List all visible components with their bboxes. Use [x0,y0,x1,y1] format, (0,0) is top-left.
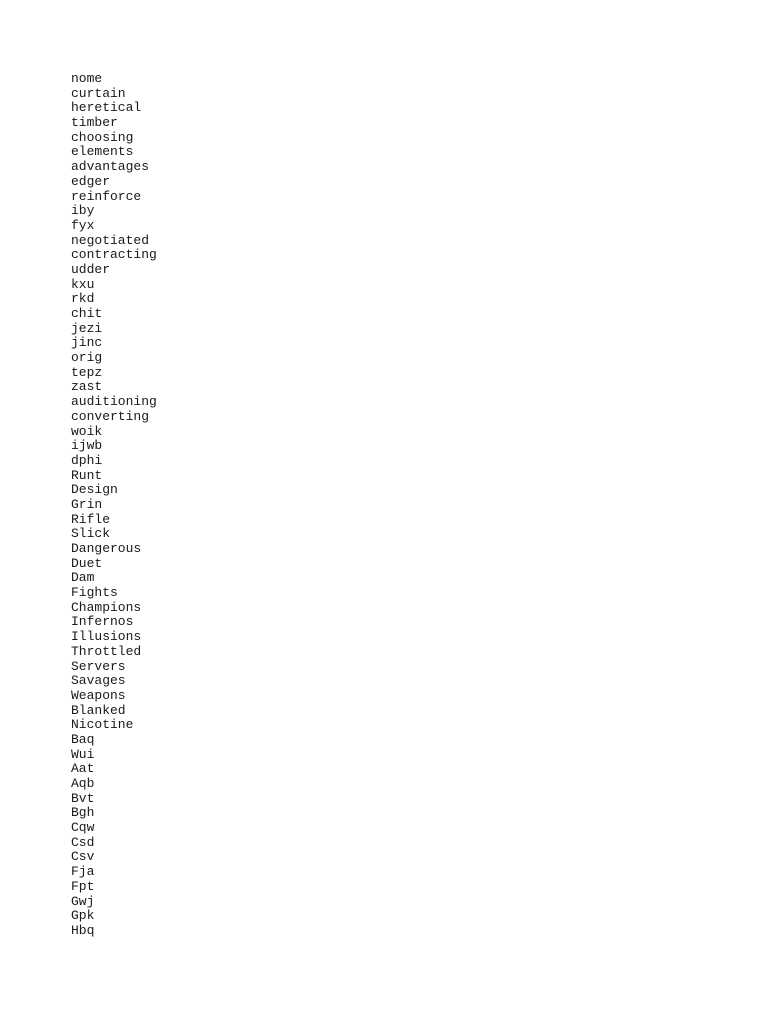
word-list-item: negotiated [71,232,150,248]
word-list-item: Infernos [71,614,134,630]
word-list-item: Csd [71,834,95,850]
word-list-item: Dangerous [71,541,142,556]
word-list-item: Duet [71,555,103,571]
word-list-item: choosing [71,129,134,145]
word-list [71,72,157,939]
word-list-item: Rifle [71,511,111,527]
word-list-item: Dam [71,570,95,586]
word-list-item: Wui [71,746,95,762]
word-list-item: ijwb [71,438,103,454]
word-list-item: Bvt [71,790,95,806]
word-list-item: Illusions [71,629,142,645]
word-list-item: contracting [71,247,157,263]
word-list-item: Servers [71,658,126,674]
word-list-item: fyx [71,217,95,233]
word-list-item: Aqb [71,776,95,791]
word-list-item: Nicotine [71,717,134,733]
word-list-item: Runt [71,467,103,483]
word-list-item: Champions [71,599,142,615]
word-list-item: tepz [71,364,103,380]
word-list-item: nome [71,71,103,86]
word-list-item: heretical [71,100,142,116]
word-list-item: Aat [71,761,95,777]
word-list-item: converting [71,408,150,424]
word-list-item: zast [71,379,103,395]
word-list-item: jinc [71,335,103,351]
word-list-item: Fights [71,585,118,601]
word-list-item: advantages [71,159,150,175]
word-list-item: rkd [71,291,95,307]
word-list-item: Grin [71,496,103,512]
word-list-item: chit [71,306,103,321]
word-list-item: Fpt [71,878,95,894]
word-list-item: Slick [71,526,111,542]
word-list-item: Blanked [71,702,126,718]
word-list-item: timber [71,115,118,131]
word-list-item: Baq [71,731,95,747]
word-list-item: kxu [71,276,95,292]
word-list-item: Savages [71,673,126,689]
word-list-item: Gpk [71,908,95,924]
word-list-item: Design [71,482,118,498]
word-list-item: reinforce [71,188,142,204]
word-list-item: woik [71,423,103,439]
word-list-item: Weapons [71,687,126,703]
word-list-item: orig [71,350,103,366]
word-list-item: Gwj [71,893,95,909]
word-list-item: Csv [71,849,95,865]
word-list-item: udder [71,261,111,277]
word-list-item: jezi [71,320,103,336]
word-list-item: iby [71,203,95,219]
word-list-item: curtain [71,85,126,101]
word-list-item: dphi [71,452,103,468]
word-list-item: elements [71,144,134,160]
word-list-item: edger [71,173,111,189]
word-list-item: auditioning [71,394,157,410]
word-list-item: Bgh [71,805,95,821]
word-list-item: Throttled [71,643,142,659]
word-list-item: Fja [71,864,95,880]
word-list-item: Cqw [71,820,95,836]
word-list-item: Hbq [71,922,95,938]
